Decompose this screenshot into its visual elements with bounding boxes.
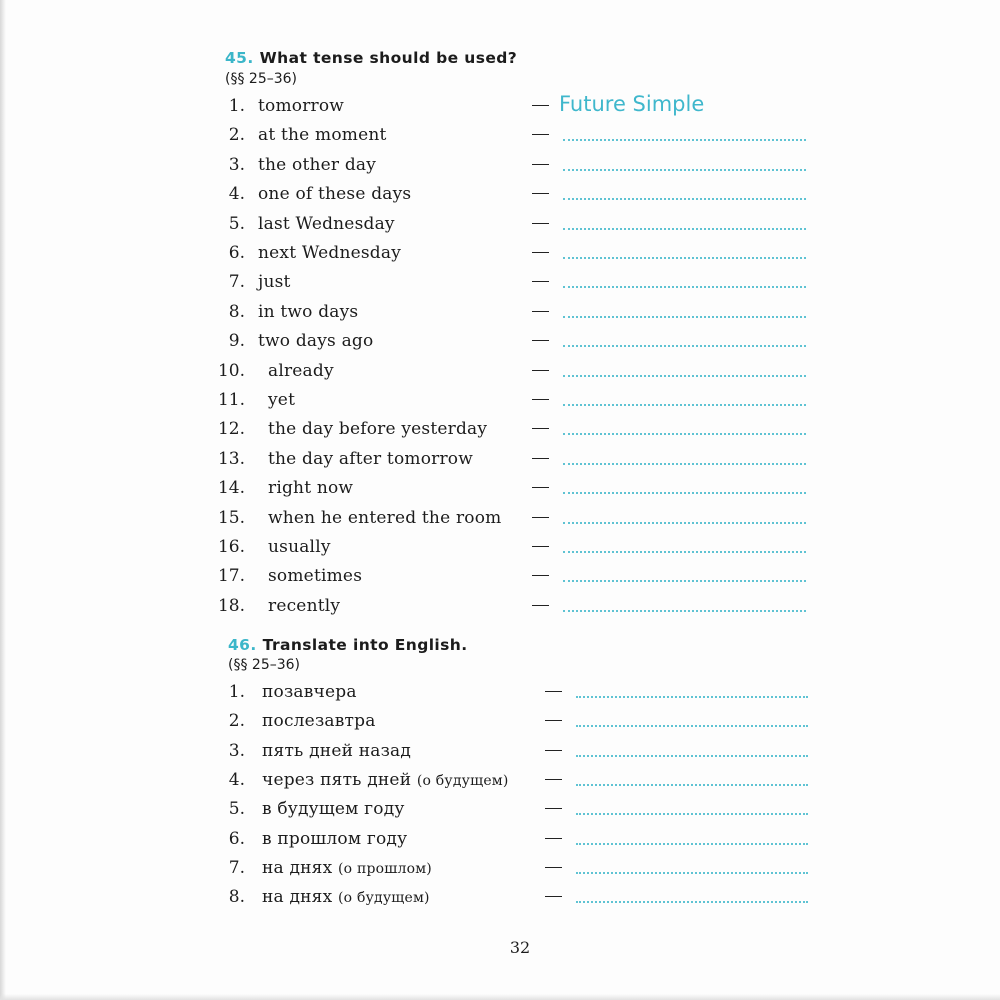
answer-dash [532, 105, 549, 106]
item-number: 4. [228, 769, 245, 790]
exercise-45-item-15 [0, 505, 1000, 531]
answer-dash [532, 458, 549, 459]
answer-blank-field[interactable] [563, 257, 806, 259]
item-text: tomorrow [258, 96, 345, 116]
answer-dash [545, 691, 562, 692]
item-text: in two days [258, 301, 359, 322]
item-phrase [258, 93, 344, 119]
exercise-45-item-6 [0, 240, 1000, 266]
answer-dash [532, 575, 549, 576]
exercise-45-item-9 [0, 328, 1000, 354]
item-number: 10. [217, 360, 245, 381]
answer-dash [532, 134, 549, 135]
exercise-45-item-8 [0, 299, 1000, 325]
page-number: 32 [509, 938, 531, 957]
exercise-46-item-7 [0, 855, 1000, 881]
item-phrase [258, 181, 411, 207]
item-text: right now [268, 478, 354, 499]
answer-dash [532, 193, 549, 194]
answer-dash [532, 164, 549, 165]
item-phrase [262, 679, 357, 705]
answer-blank-field[interactable] [563, 316, 806, 318]
exercise-45-number: 45. [225, 49, 254, 67]
exercise-45-item-4 [0, 181, 1000, 207]
answer-dash [545, 838, 562, 839]
exercise-45-item-13 [0, 446, 1000, 472]
answer-blank-field[interactable] [563, 228, 806, 230]
item-text: last Wednesday [258, 213, 395, 234]
answer-dash [532, 311, 549, 312]
exercise-45-item-2 [0, 122, 1000, 148]
item-number: 1. [228, 96, 245, 116]
answer-blank-field[interactable] [563, 463, 806, 465]
item-note: (о прошлом) [338, 860, 432, 877]
answer-blank-field[interactable] [576, 696, 808, 698]
item-number: 8. [228, 301, 245, 322]
answer-dash [545, 779, 562, 780]
item-phrase [262, 884, 430, 911]
item-number: 17. [217, 566, 245, 587]
exercise-45-item-14 [0, 475, 1000, 501]
exercise-46-reference: (§§ 25–36) [228, 657, 301, 673]
item-phrase [268, 416, 487, 442]
exercise-46-item-8 [0, 884, 1000, 910]
exercise-45-item-18 [0, 593, 1000, 619]
answer-blank-field[interactable] [576, 725, 808, 727]
exercise-45-item-5 [0, 211, 1000, 237]
item-number: 9. [228, 331, 245, 352]
exercise-45-item-12 [0, 416, 1000, 442]
item-number: 15. [217, 507, 245, 528]
item-phrase [258, 152, 376, 178]
answer-blank-field[interactable] [563, 169, 806, 171]
item-number: 2. [228, 125, 245, 146]
item-text: позавчера [262, 682, 357, 702]
item-phrase [268, 593, 340, 619]
exercise-45-item-10 [0, 358, 1000, 384]
item-phrase [268, 534, 331, 560]
exercise-46-item-2 [0, 708, 1000, 734]
answer-blank-field[interactable] [563, 345, 806, 347]
answer-dash [545, 867, 562, 868]
item-phrase [258, 211, 395, 237]
item-text: just [258, 272, 291, 293]
answer-dash [532, 223, 549, 224]
answer-blank-field[interactable] [563, 580, 806, 582]
answer-blank-field[interactable] [563, 198, 806, 200]
answer-dash [532, 252, 549, 253]
answer-blank-field[interactable] [576, 872, 808, 874]
item-text: sometimes [268, 566, 363, 587]
exercise-45-item-1 [0, 93, 1000, 119]
exercise-45-item-17 [0, 563, 1000, 589]
item-text: when he entered the room [268, 507, 502, 528]
exercise-45-title: What tense should be used? [259, 49, 518, 67]
answer-dash [545, 808, 562, 809]
answer-blank-field[interactable] [563, 375, 806, 377]
item-text: the day after tomorrow [268, 448, 473, 469]
answer-blank-field[interactable] [576, 755, 808, 757]
item-text: пять дней назад [262, 740, 412, 761]
exercise-46-heading [228, 636, 468, 654]
answer-text: Future Simple [559, 92, 705, 116]
answer-dash [532, 281, 549, 282]
answer-blank-field[interactable] [576, 843, 808, 845]
item-phrase [262, 767, 509, 794]
exercise-46-item-3 [0, 738, 1000, 764]
item-number: 5. [228, 213, 245, 234]
item-note: (о будущем) [416, 772, 509, 789]
exercise-46-number: 46. [228, 636, 257, 654]
answer-blank-field[interactable] [563, 286, 806, 288]
item-number: 13. [217, 448, 245, 469]
exercise-46-title: Translate into English. [262, 636, 468, 654]
answer-blank-field[interactable] [563, 404, 806, 406]
page-edge-shadow-bottom [0, 994, 1000, 1000]
item-number: 2. [228, 711, 245, 732]
item-phrase [258, 328, 373, 354]
item-phrase [258, 122, 387, 148]
answer-dash [532, 487, 549, 488]
exercise-45-item-7 [0, 269, 1000, 295]
item-text: already [268, 360, 334, 381]
item-number: 1. [228, 682, 245, 702]
item-text: на днях [262, 887, 333, 908]
item-number: 7. [228, 857, 245, 878]
answer-blank-field[interactable] [563, 492, 806, 494]
item-phrase [258, 240, 401, 266]
item-phrase [262, 855, 432, 882]
item-phrase [262, 796, 405, 822]
answer-blank-field[interactable] [576, 813, 808, 815]
item-number: 18. [217, 595, 245, 616]
answer-dash [532, 605, 549, 606]
answer-blank-field[interactable] [576, 784, 808, 786]
answer-blank-field[interactable] [563, 522, 806, 524]
exercise-45-item-3 [0, 152, 1000, 178]
item-text: yet [268, 390, 296, 410]
item-number: 3. [228, 154, 245, 175]
item-number: 6. [228, 243, 245, 263]
answer-blank-field[interactable] [563, 433, 806, 435]
item-text: two days ago [258, 331, 374, 352]
item-number: 8. [228, 887, 245, 908]
item-text: at the moment [258, 125, 387, 146]
item-number: 14. [217, 478, 245, 499]
item-number: 7. [228, 272, 245, 293]
answer-blank-field[interactable] [576, 901, 808, 903]
item-number: 3. [228, 740, 245, 761]
item-number: 4. [228, 184, 245, 205]
item-note: (о будущем) [338, 890, 430, 907]
item-phrase [262, 738, 411, 764]
item-number: 11. [217, 390, 245, 410]
answer-dash [532, 340, 549, 341]
answer-dash [532, 546, 549, 547]
item-number: 6. [228, 828, 245, 849]
item-text: next Wednesday [258, 243, 402, 263]
item-text: в будущем году [262, 799, 405, 820]
exercise-46-item-1 [0, 679, 1000, 705]
exercise-46-item-5 [0, 796, 1000, 822]
exercise-45-heading [225, 49, 517, 67]
item-phrase [268, 505, 501, 531]
item-text: на днях [262, 857, 333, 878]
answer-blank-field[interactable] [563, 551, 806, 553]
answer-dash [545, 750, 562, 751]
item-number: 5. [228, 799, 245, 820]
exercise-45-item-16 [0, 534, 1000, 560]
item-number: 12. [217, 419, 245, 440]
item-text: the other day [258, 154, 377, 175]
item-text: послезавтра [262, 711, 376, 732]
item-phrase [262, 826, 407, 852]
item-phrase [258, 299, 358, 325]
answer-dash [532, 370, 549, 371]
item-text: через пять дней [262, 769, 412, 790]
answer-blank-field[interactable] [563, 139, 806, 141]
item-phrase [268, 446, 473, 472]
item-text: usually [268, 537, 331, 557]
exercise-45-item-11 [0, 387, 1000, 413]
item-text: recently [268, 595, 341, 616]
item-phrase [268, 563, 362, 589]
answer-blank-field[interactable] [563, 610, 806, 612]
exercise-46-item-4 [0, 767, 1000, 793]
item-text: в прошлом году [262, 828, 408, 849]
item-number: 16. [217, 537, 245, 557]
exercise-45-reference: (§§ 25–36) [225, 71, 298, 87]
exercise-46-item-6 [0, 826, 1000, 852]
item-phrase [258, 269, 291, 295]
answer-dash [532, 399, 549, 400]
item-phrase [268, 358, 334, 384]
item-phrase [268, 387, 295, 413]
item-phrase [268, 475, 353, 501]
item-phrase [262, 708, 376, 734]
item-text: the day before yesterday [268, 419, 488, 440]
answer-dash [545, 896, 562, 897]
answer-dash [545, 720, 562, 721]
answer-dash [532, 517, 549, 518]
item-text: one of these days [258, 184, 412, 205]
answer-dash [532, 428, 549, 429]
